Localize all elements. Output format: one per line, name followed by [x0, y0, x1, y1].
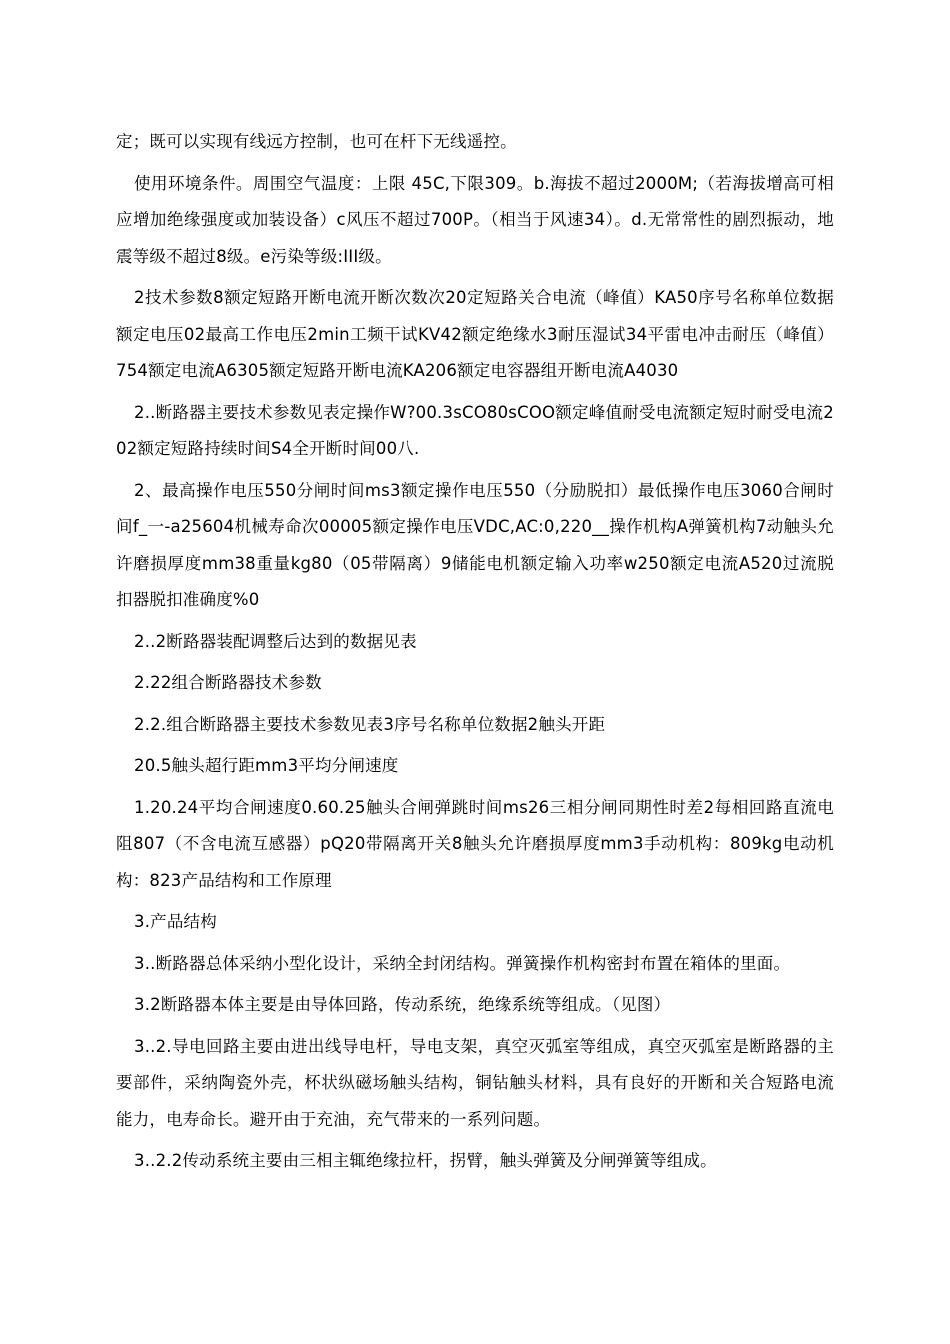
paragraph-combined-breaker-params: 2.2.组合断路器主要技术参数见表3序号名称单位数据2触头开距 [134, 714, 606, 734]
paragraph-closing-speed: 1.20.24平均合闸速度0.60.25触头合闸弹跳时间ms26三相分闸同期性时差2每相回路直流电阻807（不含电流互感器）pQ20带隔离开关8触头允许磨损厚度mm3手动机构：809kg电动机构：823产品结构和工作原理 [116, 797, 834, 890]
paragraph-combined-breaker-heading: 2.22组合断路器技术参数 [134, 673, 322, 692]
paragraph-continuation: 定；既可以实现有线远方控制，也可在杆下无线遥控。 [116, 132, 517, 151]
paragraph-breaker-body: 3.2断路器本体主要是由导体回路，传动系统，绝缘系统等组成。（见图） [134, 995, 671, 1014]
paragraph-operating-voltage: 2、最高操作电压550分闸时间ms3额定操作电压550（分励脱扣）最低操作电压3060合闸时间f_一-a25604机械寿命次00005额定操作电压VDC,AC:0,220__操作机构A弹簧机构7动触头允许磨损厚度mm38重量kg80（05带隔离）9储能电机额定输入功率w250额定电流A520过流脱扣器脱扣准确度%0 [116, 480, 834, 609]
paragraph-transmission-system: 3..2.2传动系统主要由三相主辄绝缘拉杆，拐臂，触头弹簧及分闸弹簧等组成。 [134, 1151, 717, 1170]
paragraph-conductive-circuit: 3..2.导电回路主要由进出线导电杆，导电支架，真空灭弧室等组成，真空灭弧室是断路器的主要部件，采纳陶瓷外壳，杯状纵磁场触头结构，铜钻触头材料，具有良好的开断和关合短路电流能力，电寿命长。避开由于充油，充气带来的一系列问题。 [116, 1036, 834, 1129]
document-body [116, 124, 834, 1185]
paragraph-environment-conditions: 使用环境条件。周围空气温度：上限 45C,下限309。b.海拔不超过2000M;（若海拔增高可相应增加绝缘强度或加装设备）c风压不超过700P。（相当于风速34）。d.无常常性的剧烈振动，地震等级不超过8级。e污染等级:III级。 [116, 173, 834, 266]
paragraph-technical-parameters: 2技术参数8额定短路开断电流开断次数次20定短路关合电流（峰值）KA50序号名称单位数据额定电压02最高工作电压2min工频干试KV42额定绝缘水3耐压湿试34平雷电冲击耐压（峰值）754额定电流A6305额定短路开断电流KA206额定电容器组开断电流A4030 [116, 288, 834, 380]
paragraph-over-travel: 20.5触头超行距mm3平均分闸速度 [134, 756, 399, 775]
paragraph-overall-design: 3..断路器总体采纳小型化设计，采纳全封闭结构。弹簧操作机构密封布置在箱体的里面。 [134, 953, 791, 973]
paragraph-breaker-main-params: 2..断路器主要技术参数见表定操作W?00.3sCO80sCOO额定峰值耐受电流额定短时耐受电流202额定短路持续时间S4全开断时间00八. [116, 402, 834, 458]
paragraph-assembly-data: 2..2断路器装配调整后达到的数据见表 [134, 631, 417, 651]
paragraph-product-structure-heading: 3.产品结构 [134, 912, 217, 931]
